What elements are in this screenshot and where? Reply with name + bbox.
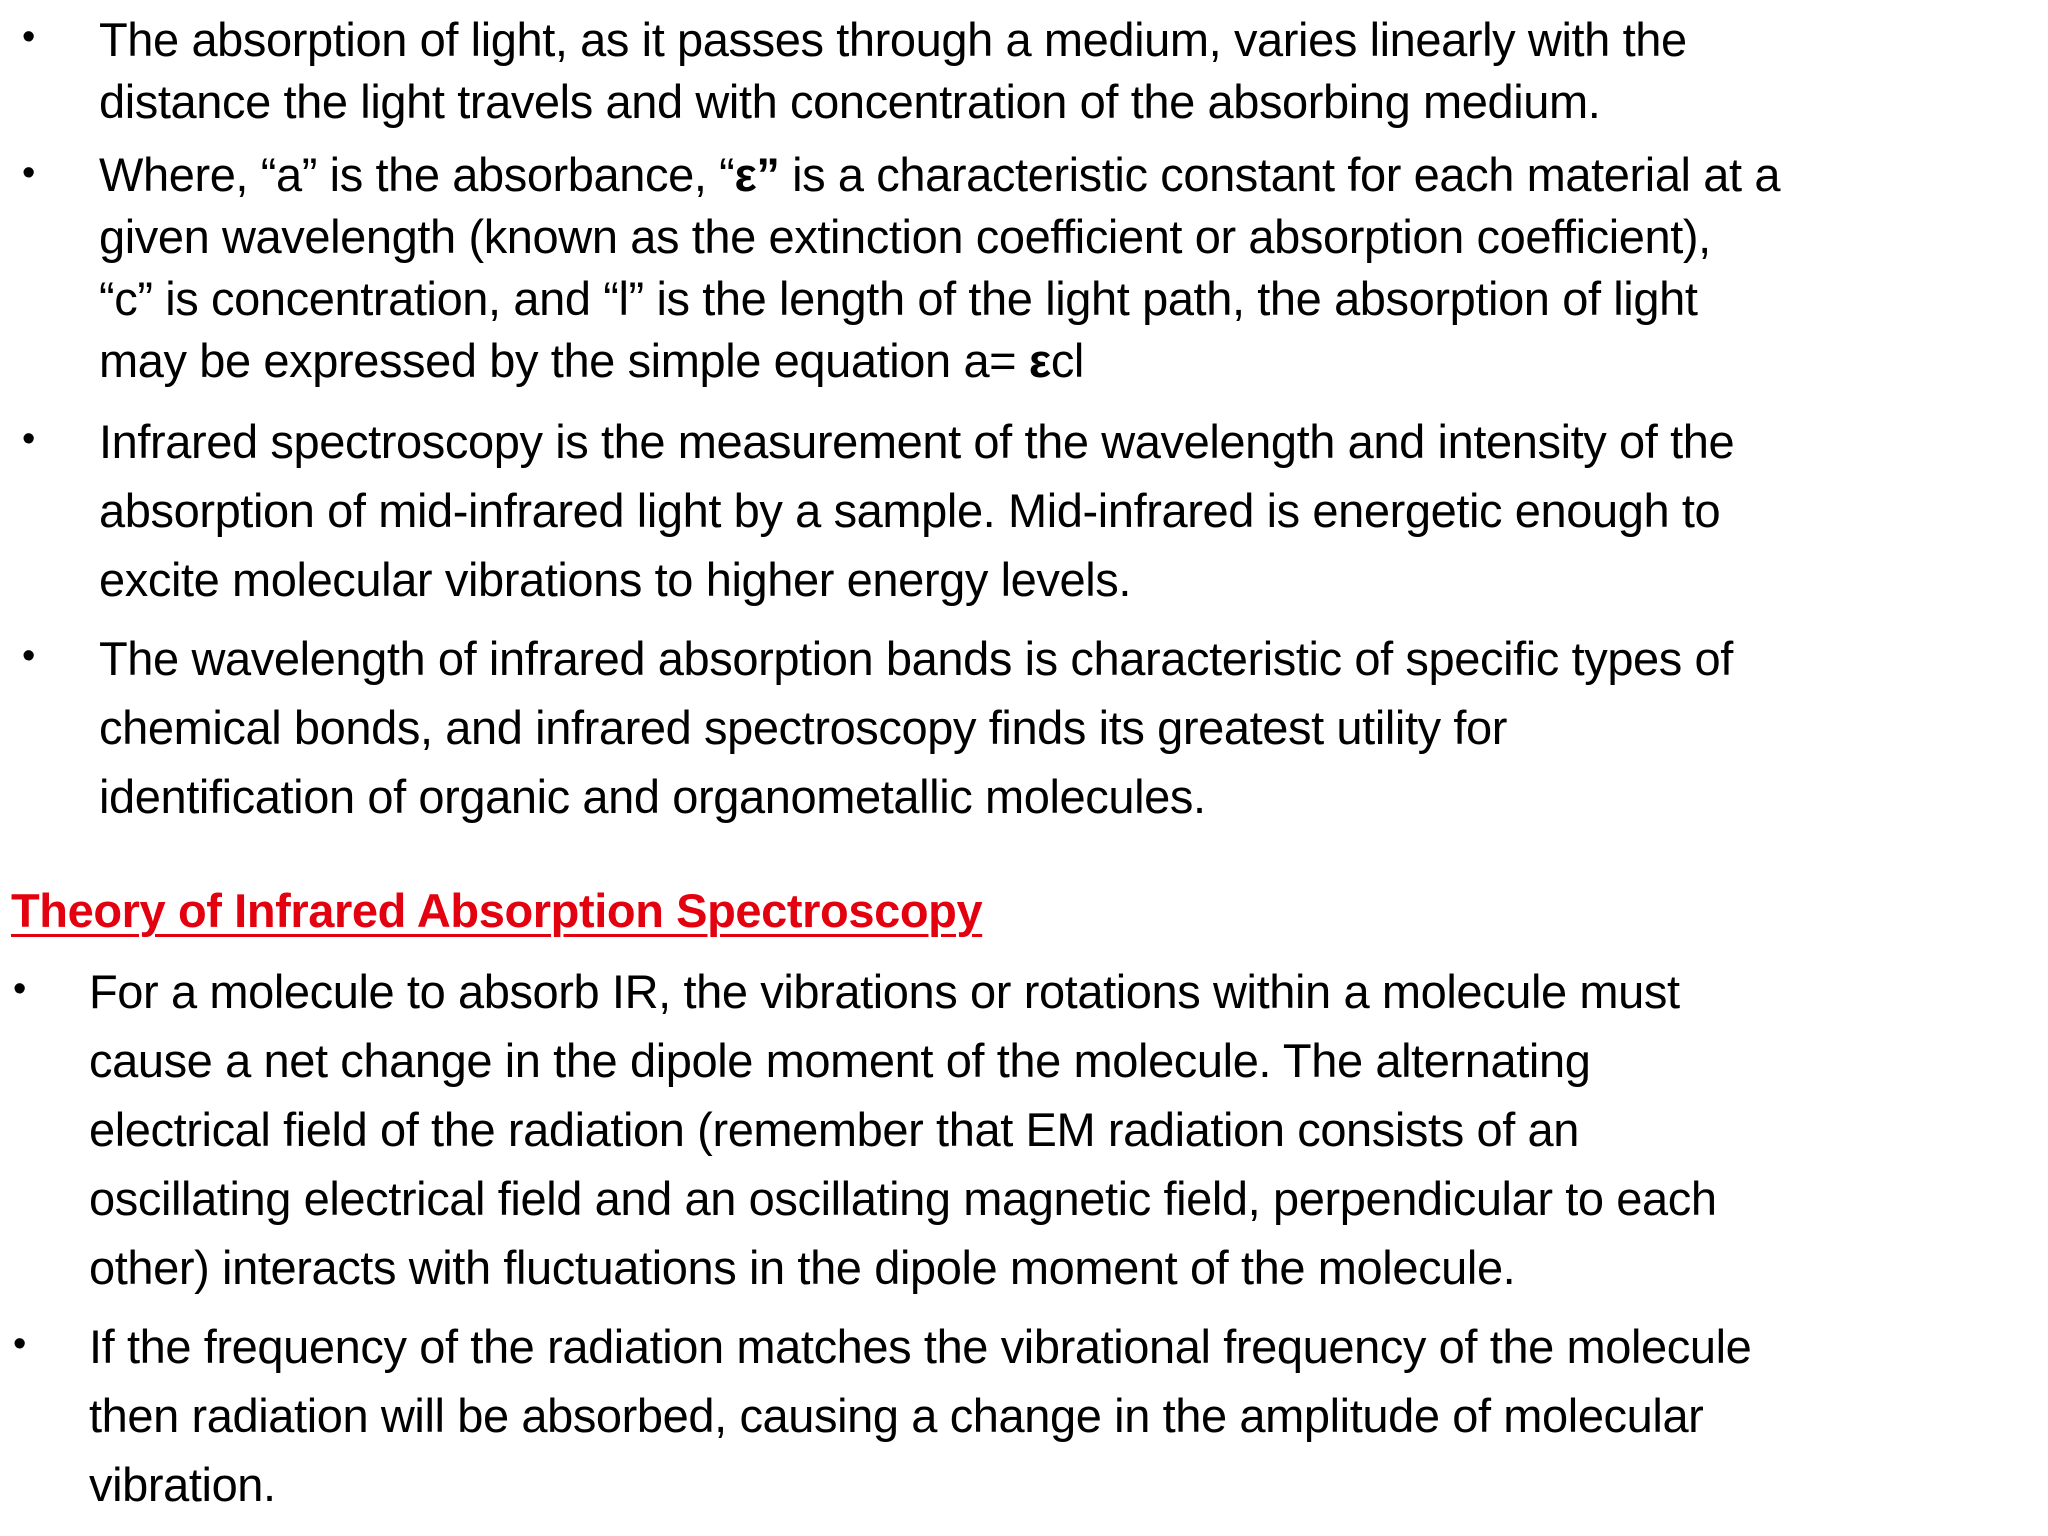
bullet-text xyxy=(99,407,1734,614)
bullet-text xyxy=(99,144,1780,392)
text-line: given wavelength (known as the extinction coefficient or absorption coefficient), xyxy=(99,210,1711,263)
bullet-dot-icon: • xyxy=(22,418,35,460)
text-line: The wavelength of infrared absorption bands is characteristic of specific types of xyxy=(99,632,1733,685)
bullet-text xyxy=(89,957,1717,1302)
text-line: oscillating electrical field and an oscillating magnetic field, perpendicular to each xyxy=(89,1172,1717,1225)
bullet-dot-icon: • xyxy=(13,1323,26,1365)
text-line: vibration. xyxy=(89,1458,276,1511)
epsilon-symbol: ε” xyxy=(734,148,780,201)
text-line: If the frequency of the radiation matches the vibrational frequency of the molecule xyxy=(89,1320,1752,1373)
text-line: cause a net change in the dipole moment of the molecule. The alternating xyxy=(89,1034,1591,1087)
text-line xyxy=(99,330,1780,392)
text-line: excite molecular vibrations to higher energy levels. xyxy=(99,553,1131,606)
section-heading: Theory of Infrared Absorption Spectroscopy xyxy=(11,884,983,937)
text-line: Infrared spectroscopy is the measurement of the wavelength and intensity of the xyxy=(99,415,1735,468)
text-line: then radiation will be absorbed, causing a change in the amplitude of molecular xyxy=(89,1389,1704,1442)
bullet-dot-icon: • xyxy=(22,152,35,194)
bullet-text xyxy=(89,1312,1751,1519)
text-line: chemical bonds, and infrared spectroscopy finds its greatest utility for xyxy=(99,701,1508,754)
text-line: The absorption of light, as it passes through a medium, varies linearly with the xyxy=(99,13,1687,66)
text-line: distance the light travels and with concentration of the absorbing medium. xyxy=(99,75,1601,128)
bullet-dot-icon: • xyxy=(22,16,35,58)
text-segment: cl xyxy=(1050,334,1084,387)
bullet-dot-icon: • xyxy=(22,635,35,677)
text-line: absorption of mid-infrared light by a sample. Mid-infrared is energetic enough to xyxy=(99,484,1721,537)
text-line: electrical field of the radiation (remember that EM radiation consists of an xyxy=(89,1103,1579,1156)
text-line: other) interacts with fluctuations in the dipole moment of the molecule. xyxy=(89,1241,1516,1294)
text-line: “c” is concentration, and “l” is the length of the light path, the absorption of light xyxy=(99,272,1698,325)
text-line: For a molecule to absorb IR, the vibrations or rotations within a molecule must xyxy=(89,965,1680,1018)
text-segment: may be expressed by the simple equation a= xyxy=(99,334,1029,387)
text-line: identification of organic and organometallic molecules. xyxy=(99,770,1206,823)
text-segment: is a characteristic constant for each material at a xyxy=(779,148,1781,201)
epsilon-symbol: ε xyxy=(1028,334,1051,387)
bullet-text xyxy=(99,624,1733,831)
text-segment: Where, “a” is the absorbance, “ xyxy=(99,148,735,201)
bullet-dot-icon: • xyxy=(13,968,26,1010)
text-line xyxy=(99,144,1780,206)
bullet-text xyxy=(99,9,1687,133)
